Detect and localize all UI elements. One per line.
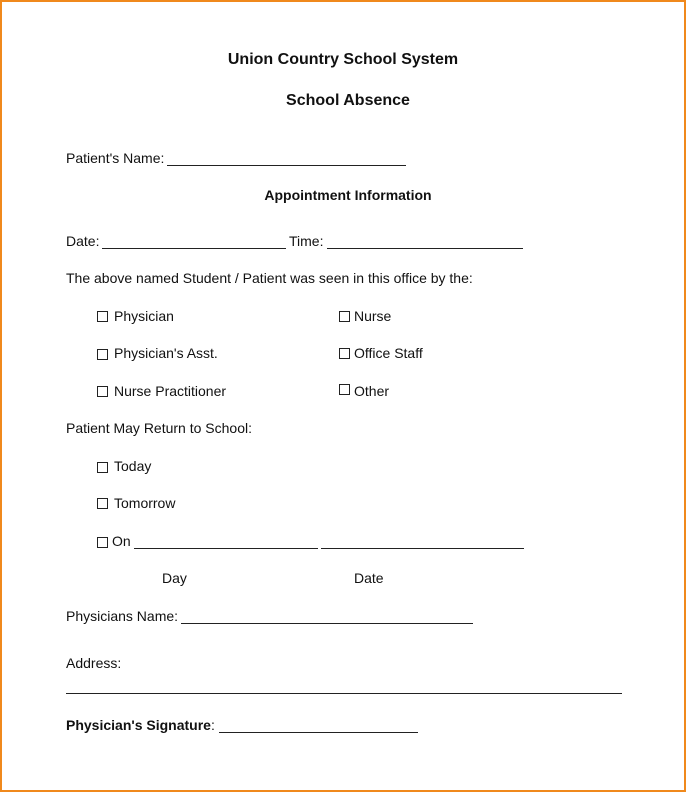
tomorrow-label: Tomorrow [114,495,176,511]
appointment-heading: Appointment Information [264,187,432,203]
physician-label: Physician [114,308,174,324]
signature-field[interactable] [219,732,418,733]
address-field[interactable] [66,693,622,694]
return-label: Patient May Return to School: [66,420,252,436]
date-label: Date: [66,233,100,249]
nurse-checkbox[interactable] [339,311,350,322]
physician-checkbox[interactable] [97,311,108,322]
today-label: Today [114,458,152,474]
physicians-asst-label: Physician's Asst. [114,345,218,361]
physician-name-field[interactable] [181,623,473,624]
nurse-practitioner-checkbox[interactable] [97,386,108,397]
patient-name-field[interactable] [167,165,406,166]
time-label: Time: [289,233,324,249]
tomorrow-checkbox[interactable] [97,498,108,509]
other-checkbox[interactable] [339,384,350,395]
date-field[interactable] [102,248,286,249]
time-field[interactable] [327,248,523,249]
form-title: Union Country School System [227,51,459,68]
on-checkbox[interactable] [97,537,108,548]
patient-name-label: Patient's Name: [66,150,165,166]
return-day-field[interactable] [134,548,318,549]
nurse-label: Nurse [354,308,392,324]
office-staff-checkbox[interactable] [339,348,350,359]
seen-by-text: The above named Student / Patient was seen in this office by the: [66,270,473,286]
office-staff-label: Office Staff [354,345,423,361]
on-label: On [112,533,131,549]
nurse-practitioner-label: Nurse Practitioner [114,383,227,399]
today-checkbox[interactable] [97,462,108,473]
signature-label-group [66,717,215,733]
physician-name-label: Physicians Name: [66,608,179,624]
return-date-field[interactable] [321,548,524,549]
signature-label: Physician's Signature [66,717,211,733]
other-label: Other [354,383,390,399]
date-caption: Date [354,570,384,586]
signature-colon: : [210,717,215,733]
day-caption: Day [162,570,187,586]
address-label: Address: [66,655,122,671]
form-subtitle: School Absence [286,92,410,109]
physicians-asst-checkbox[interactable] [97,349,108,360]
